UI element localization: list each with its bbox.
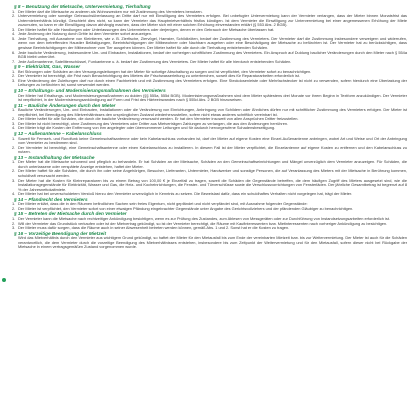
clause-number: 1. bbox=[12, 107, 16, 113]
clause-text: Der Mieter darf die Mietsache zu anderen als Wohnzwecken nur mit Zustimmung des Vermieters benutzen. bbox=[18, 8, 203, 14]
contract-section bbox=[11, 211, 407, 230]
clause-text: Der Mieter hat bei unverschuldetem Verstoß hierzu den Vermieter unverzüglich in Kenntnis zu setzen. Die Beweislast dafür, dass ein schuldhaftes Verhalten nicht vorgelegen hat, trägt der Mieter. bbox=[18, 191, 353, 197]
section-heading: § 11 – Bauliche Änderungen durch den Mieter bbox=[14, 102, 116, 108]
section-heading: § 10 – Erhaltungs- und Modernisierungsmaßnahmen des Vermieters bbox=[14, 87, 166, 93]
clause-number: 1. bbox=[12, 8, 16, 14]
clause-text: Der Mieter ist nicht berechtigt, ohne Zustimmung des Vermieters oder Dritter aus Mietverträgen Zahlungen zu verlangen, die aus den Änderungen herrühren. bbox=[18, 120, 289, 126]
clause-text: Der Mieter erklärt, dass die in den Räumen befindlichen Sachen sein freies Eigentum, nicht gepfändet und nicht verpfändet sind, mit Ausnahme folgender Gegenstände: bbox=[18, 201, 308, 207]
contract-section bbox=[11, 88, 407, 103]
clause-number: 3. bbox=[12, 120, 16, 126]
clause-number: 3. bbox=[12, 225, 16, 231]
contract-section bbox=[11, 103, 407, 131]
contract-document bbox=[11, 4, 407, 250]
clause-paragraph bbox=[11, 37, 407, 51]
clause-text: Der Mieter hat die Mietsache schonend und pfleglich zu behandeln. Er hat Schäden an der Mietsache, Schäden an den Gemeinschaftseinrichtungen und Mängel unverzüglich dem Vermieter anzuzeigen. Für Schäden, die durch unterlassene oder verspätete Anzeige entstehen, haftet der Mieter. bbox=[18, 159, 407, 169]
clause-text: Bei Störungen oder Schäden an den Versorgungsleitungen hat der Mieter für sofortige Abschaltung zu sorgen und ist verpflichtet, den Vermieter sofort zu benachrichtigen. bbox=[18, 68, 312, 74]
clause-text: Der Mieter haftet für alle Schäden, die durch die bauliche Veränderung verursacht werden. Er hat den Vermieter insoweit von allen Ansprüchen Dritter freizustellen. bbox=[18, 116, 299, 122]
clause-text: Eine Veränderung der Zuleitungen darf nur durch einen Fachbetrieb und mit Zustimmung des Vermieters erfolgen. Eine Steckdosenleiste oder Mehrfachstecker ist nicht zu verwenden, sofern hierdurch eine Überlastung der Leitungen zu befürchten ist; sonst verwendet werden. bbox=[18, 77, 407, 88]
clause-number: 1. bbox=[12, 68, 16, 74]
clause-text: Der Mieter muss dafür sorgen, dass die Räume auch in seiner Abwesenheit betreten werden können, gemäß Abs. 1 und 2. Sonst hat er die Kosten zu tragen. bbox=[18, 225, 290, 231]
clause-number: 2. bbox=[12, 144, 16, 150]
clause-text: Untervermietung oder sonstige Gebrauchsüberlassung an Dritte darf nur mit Einwilligung des Vermieters erfolgen. Bei unbefugter Untervermietung kann der Vermieter verlangen, dass der Mieter binnen Monatsfrist das Untermietverhältnis kündigt. Geschieht dies nicht, so kann der Vermieter das Hauptmietverhältnis fristlos kündigen. Ist dem Vermieter die Einwilligung zur Untervermietung bei einer angemessenen Erhöhung der Miete zuzumuten, so kann er die Einwilligung davon abhängig machen, dass der Mieter sich mit einer solchen Erhöhung einverstanden erklärt (§ 553 Abs. 2 BGB). bbox=[18, 13, 407, 28]
clause-number: 1. bbox=[12, 135, 16, 141]
clause-number: 1. bbox=[12, 201, 16, 207]
clause-number: 7. bbox=[12, 58, 16, 64]
clause-paragraph bbox=[11, 14, 407, 28]
clause-paragraph bbox=[11, 236, 407, 250]
section-heading: § 12 – Außenantenne – Kabelanschluss bbox=[14, 130, 102, 136]
contract-section bbox=[11, 4, 407, 64]
section-heading: § 8 – Benutzung der Mietsache, Untervermietung, Tierhaltung bbox=[14, 4, 151, 9]
clause-text: Der Vermieter kann die Mietsache nach rechtzeitiger Ankündigung besichtigen, wenn es zur Prüfung des Zustandes, zum Ablesen von Messgeräten oder zur Durchführung von Instandsetzungsarbeiten erforderlich ist. bbox=[18, 215, 390, 221]
clause-paragraph bbox=[11, 146, 407, 155]
clause-text: Der Mieter haftet für alle Handlungen oder Unterlassungen des Untermieters oder derjenigen, denen er den Gebrauch der Mietsache überlassen hat. bbox=[18, 26, 275, 32]
clause-number: 2. bbox=[12, 168, 16, 174]
clause-text: Jede Tierhaltung, mit Ausnahme von Kleintieren, wie z. B. Zierfische, Ziervögel, Hamster, Schildkröten, bedarf der Zustimmung des Vermieters. Der Vermieter darf die Zustimmung insbesondere verweigern und widerrufen, wenn von dem betreffenden Haustier Belästigungen, Beeinträchtigungen der Mitbewohner oder Nachbarn ausgehen oder eine Beschädigung der Mietsache zu befürchten ist. Der Vermieter hat zu berücksichtigen, dass gewisse Beeinträchtigungen der Mitbewohner vom Tier ausgehen können. Der Mieter haftet für alle durch die Tierhaltung entstehenden Schäden. bbox=[18, 35, 407, 50]
section-heading: § 16 – Vorzeitige Beendigung der Mietzeit bbox=[14, 230, 107, 236]
bullet-marker-icon bbox=[2, 278, 6, 282]
clause-number: 5. bbox=[12, 35, 16, 41]
clause-text: Der Mieter hat die Kosten für Kleinreparaturen bis zu einem Betrag von 100,00 € je Einzelfall zu tragen, soweit die Schäden die Gegenstände betreffen, die dem häufigen Zugriff des Mieters ausgesetzt sind, wie die Installationsgegenstände für Elektrizität, Wasser und Gas, die Heiz- und Kocheinrichtungen, die Fenster- und Türverschlüsse sowie die Verschlussvorrichtungen von Fensterläden. Der jährliche Gesamtbetrag ist begrenzt auf 8 % der Jahresnettokaltmiete. bbox=[18, 177, 407, 192]
clause-text: Der Mieter hat Erhaltungs- und Modernisierungsmaßnahmen zu dulden (§§ 555a, 555d BGB). Modernisierungsmaßnahmen sind dem Mieter spätestens drei Monate vor ihrem Beginn in Textform anzukündigen. Der Vermieter ist verpflichtet, in der Modernisierungsankündigung auf Form und Frist des Härteeinwandes nach § 555d Abs. 2 BGB hinzuweisen. bbox=[18, 92, 407, 103]
clause-text: Bauliche Veränderungen, Um- und Einbauten, Installationen oder die Veränderung von Einrichtungen, Anbringung von Schildern oder Ähnliches dürfen nur mit schriftlicher Zustimmung des Vermieters erfolgen. Der Mieter ist verpflichtet, bei Beendigung des Mietverhältnisses den ursprünglichen Zustand wiederherzustellen, sofern nicht etwas anderes schriftlich vereinbart ist. bbox=[18, 107, 407, 117]
clause-number: 3. bbox=[12, 77, 16, 83]
clause-number: 2. bbox=[12, 205, 16, 211]
clause-number: 2. bbox=[12, 13, 16, 19]
clause-number: 2. bbox=[12, 73, 16, 79]
clause-paragraph bbox=[11, 94, 407, 103]
clause-number: 4. bbox=[12, 125, 16, 131]
section-heading: § 14 – Pfandrecht des Vermieters bbox=[14, 196, 88, 202]
clause-text: Jede Änderung der Nutzung durch Dritte ist dem Vermieter sofort anzuzeigen. bbox=[18, 31, 153, 37]
clause-text: Wird das Mietverhältnis durch den Vermieter aus wichtigem Grund gekündigt, so haftet der Mieter für den Mietausfall bis zum Ende der vereinbarten Mietzeit bzw. bis zur Weitervermietung. Der Mieter ist auch für die Schäden verantwortlich, die dem Vermieter durch die vorzeitige Beendigung des Mietverhältnisses entstehen, insbesondere bis zum Zeitpunkt der Weitervermietung und für den Mietausfall, sofern dieser nicht bei Rückgabe der Mietsache in einem vertragsgemäßen Zustand vorgenommen wurde. bbox=[18, 235, 407, 250]
clause-number: 1. bbox=[12, 215, 16, 221]
section-heading: § 9 – Elektrizität, Gas, Wasser bbox=[14, 64, 81, 70]
clause-number: 3. bbox=[12, 26, 16, 32]
clause-text: Will der Vermieter das Grundstück verkaufen oder ist der Mietvertrag gekündigt, so ist der Vermieter berechtigt, die Räume mit Kaufinteressenten bzw. Mietinteressenten nach vorheriger Ankündigung zu besichtigen. bbox=[18, 220, 388, 226]
section-heading: § 13 – Instandhaltung der Mietsache bbox=[14, 154, 95, 160]
clause-text: Der Mieter haftet für alle Schäden, die durch ihn oder seine Angehörigen, Besucher, Lieferanten, Untermieter, Handwerker und sonstige Personen, die auf Veranlassung des Mieters mit der Mietsache in Berührung kommen, schuldhaft verursacht werden. bbox=[18, 168, 407, 178]
clause-text: Jede Außenantenne, Satellitenschüssel, Funkantenne u. ä. bedarf der Zustimmung des Vermieters. Der Mieter haftet für alle hierdurch entstehenden Schäden. bbox=[18, 58, 292, 64]
contract-section bbox=[11, 64, 407, 88]
clause-paragraph bbox=[11, 79, 407, 88]
clause-number: 2. bbox=[12, 220, 16, 226]
contract-section bbox=[11, 197, 407, 212]
clause-paragraph bbox=[11, 179, 407, 193]
clause-text: Der Mieter ist verpflichtet, den Vermieter sofort von einer etwaigen Pfändung eingebrachter Gegenstände unter Angabe des Gerichtsvollziehers und der pfändenden Gläubiger zu benachrichtigen. bbox=[18, 205, 354, 211]
clause-number: 4. bbox=[12, 31, 16, 37]
contract-section bbox=[11, 155, 407, 197]
clause-text: Der Vermieter ist berechtigt, die Frist nach Benachrichtigung des Mieters die Frischwasserleitung zu unterbrechen, soweit dies für Reparaturarbeiten erforderlich ist. bbox=[18, 73, 300, 79]
clause-number: 2. bbox=[12, 116, 16, 122]
clause-text: Der Mieter trägt die Kosten der Entfernung von ihm angelegter oder übernommener Leitungen und für dadurch hervorgerufene Schadensbeseitigung. bbox=[18, 125, 276, 131]
clause-number: 6. bbox=[12, 49, 16, 55]
clause-text: Soweit für Fernseh- und Rundfunk keine Gemeinschaftsantenne oder kein Kabelanschluss vorhanden ist, darf der Mieter auf eigene Kosten eine Einzel-Außenantenne anbringen, wobei Art und Weise und Ort der Anbringung vom Vermieter zu bestimmen sind. bbox=[18, 135, 407, 146]
clause-number: 4. bbox=[12, 191, 16, 197]
clause-text: Der Vermieter ist berechtigt, eine Gemeinschaftsantenne oder einen Kabelanschluss zu installieren. In diesem Fall ist der Mieter verpflichtet, die Einzelantenne auf eigene Kosten zu entfernen und den Kabelanschluss zu nutzen. bbox=[18, 144, 407, 155]
section-heading: § 15 – Betreten der Mietsache durch den Vermieter bbox=[14, 211, 127, 217]
contract-section bbox=[11, 131, 407, 155]
clause-text: Jede bauliche Veränderung, insbesondere Um- und Einbauten, Installationen, bedarf der vorherigen schriftlichen Zustimmung des Vermieters. Ein Anspruch auf Duldung baulicher Veränderungen durch den Mieter nach § 554a BGB bleibt unberührt. bbox=[18, 49, 407, 60]
clause-number: 3. bbox=[12, 177, 16, 183]
contract-section bbox=[11, 231, 407, 250]
clause-number: 1. bbox=[12, 159, 16, 165]
